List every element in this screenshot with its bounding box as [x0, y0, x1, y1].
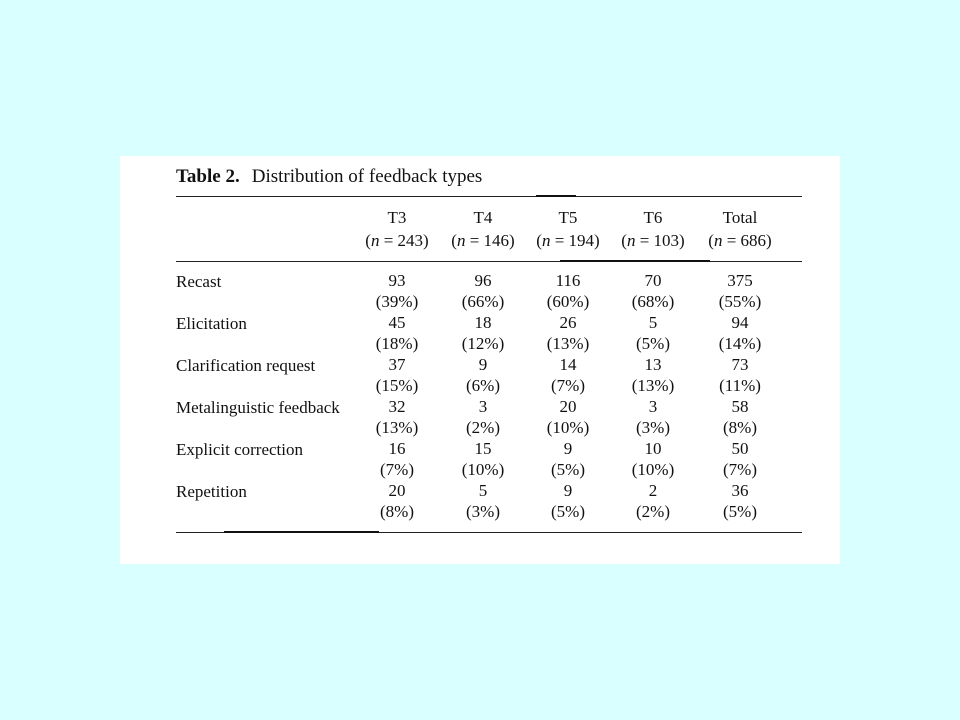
column-name: T4 — [473, 208, 493, 227]
table-cell: 37 (15%) — [375, 355, 419, 395]
table-cell: 375 (55%) — [718, 271, 762, 311]
table-cell: 26 (13%) — [546, 313, 590, 353]
table-cell: 13 (13%) — [631, 355, 675, 395]
row-label-recast: Recast — [176, 272, 222, 291]
table-caption-label: Table 2. — [176, 166, 240, 187]
table-caption-title: Distribution of feedback types — [251, 166, 483, 187]
column-n-value: = 103) — [639, 231, 685, 250]
table-cell: 16 (7%) — [380, 439, 414, 479]
table-cell: 58 (8%) — [723, 397, 757, 437]
table-cell: 15 (10%) — [461, 439, 505, 479]
column-header-t6: T6 (n = 103) — [621, 208, 685, 250]
table-cell: 45 (18%) — [375, 313, 419, 353]
table-cell: 3 (2%) — [466, 397, 500, 437]
column-n-label: n — [713, 231, 723, 250]
table-cell: 20 (8%) — [380, 481, 414, 521]
column-header-t3: T3 (n = 243) — [365, 208, 429, 250]
column-n-label: n — [370, 231, 380, 250]
row-label-repetition: Repetition — [176, 482, 247, 501]
row-label-clarification-request: Clarification request — [176, 356, 316, 375]
table-cell: 93 (39%) — [375, 271, 419, 311]
rule-ink-mark — [224, 531, 379, 533]
column-name: T5 — [558, 208, 578, 227]
table-cell: 96 (66%) — [461, 271, 505, 311]
table-cell: 9 (5%) — [551, 481, 585, 521]
table-cell: 18 (12%) — [461, 313, 505, 353]
column-n-value: = 686) — [726, 231, 772, 250]
column-n-label: n — [626, 231, 636, 250]
table-cell: 36 (5%) — [723, 481, 757, 521]
table-header-rule — [176, 261, 802, 262]
table-cell: 14 (7%) — [551, 355, 585, 395]
column-header-total: Total (n = 686) — [708, 208, 772, 250]
table-cell: 9 (5%) — [551, 439, 585, 479]
table-cell: 50 (7%) — [723, 439, 757, 479]
table-cell: 116 (60%) — [546, 271, 590, 311]
table-caption — [176, 166, 482, 188]
row-label-explicit-correction: Explicit correction — [176, 440, 303, 459]
column-name: T6 — [643, 208, 663, 227]
column-n-value: = 194) — [554, 231, 600, 250]
table-top-rule — [176, 196, 802, 197]
table-cell: 10 (10%) — [631, 439, 675, 479]
column-n-label: n — [541, 231, 551, 250]
table-cell: 94 (14%) — [718, 313, 762, 353]
column-n-value: = 243) — [383, 231, 429, 250]
table-cell: 2 (2%) — [636, 481, 670, 521]
table-cell: 20 (10%) — [546, 397, 590, 437]
column-n-value: = 146) — [469, 231, 515, 250]
table-cell: 3 (3%) — [636, 397, 670, 437]
table-image — [120, 156, 840, 564]
table-cell: 73 (11%) — [719, 355, 761, 395]
table-bottom-rule — [176, 532, 802, 533]
rule-ink-mark — [560, 260, 710, 262]
table-cell: 5 (3%) — [466, 481, 500, 521]
row-label-elicitation: Elicitation — [176, 314, 247, 333]
column-n-label: n — [456, 231, 466, 250]
table-cell: 32 (13%) — [375, 397, 419, 437]
column-name: T3 — [387, 208, 407, 227]
table-cell: 70 (68%) — [631, 271, 675, 311]
table-cell: 5 (5%) — [636, 313, 670, 353]
column-name: Total — [722, 208, 758, 227]
rule-ink-mark — [536, 195, 576, 197]
table-cell: 9 (6%) — [466, 355, 500, 395]
row-label-metalinguistic-feedback: Metalinguistic feedback — [176, 398, 340, 417]
column-header-t4: T4 (n = 146) — [451, 208, 515, 250]
column-header-t5: T5 (n = 194) — [536, 208, 600, 250]
